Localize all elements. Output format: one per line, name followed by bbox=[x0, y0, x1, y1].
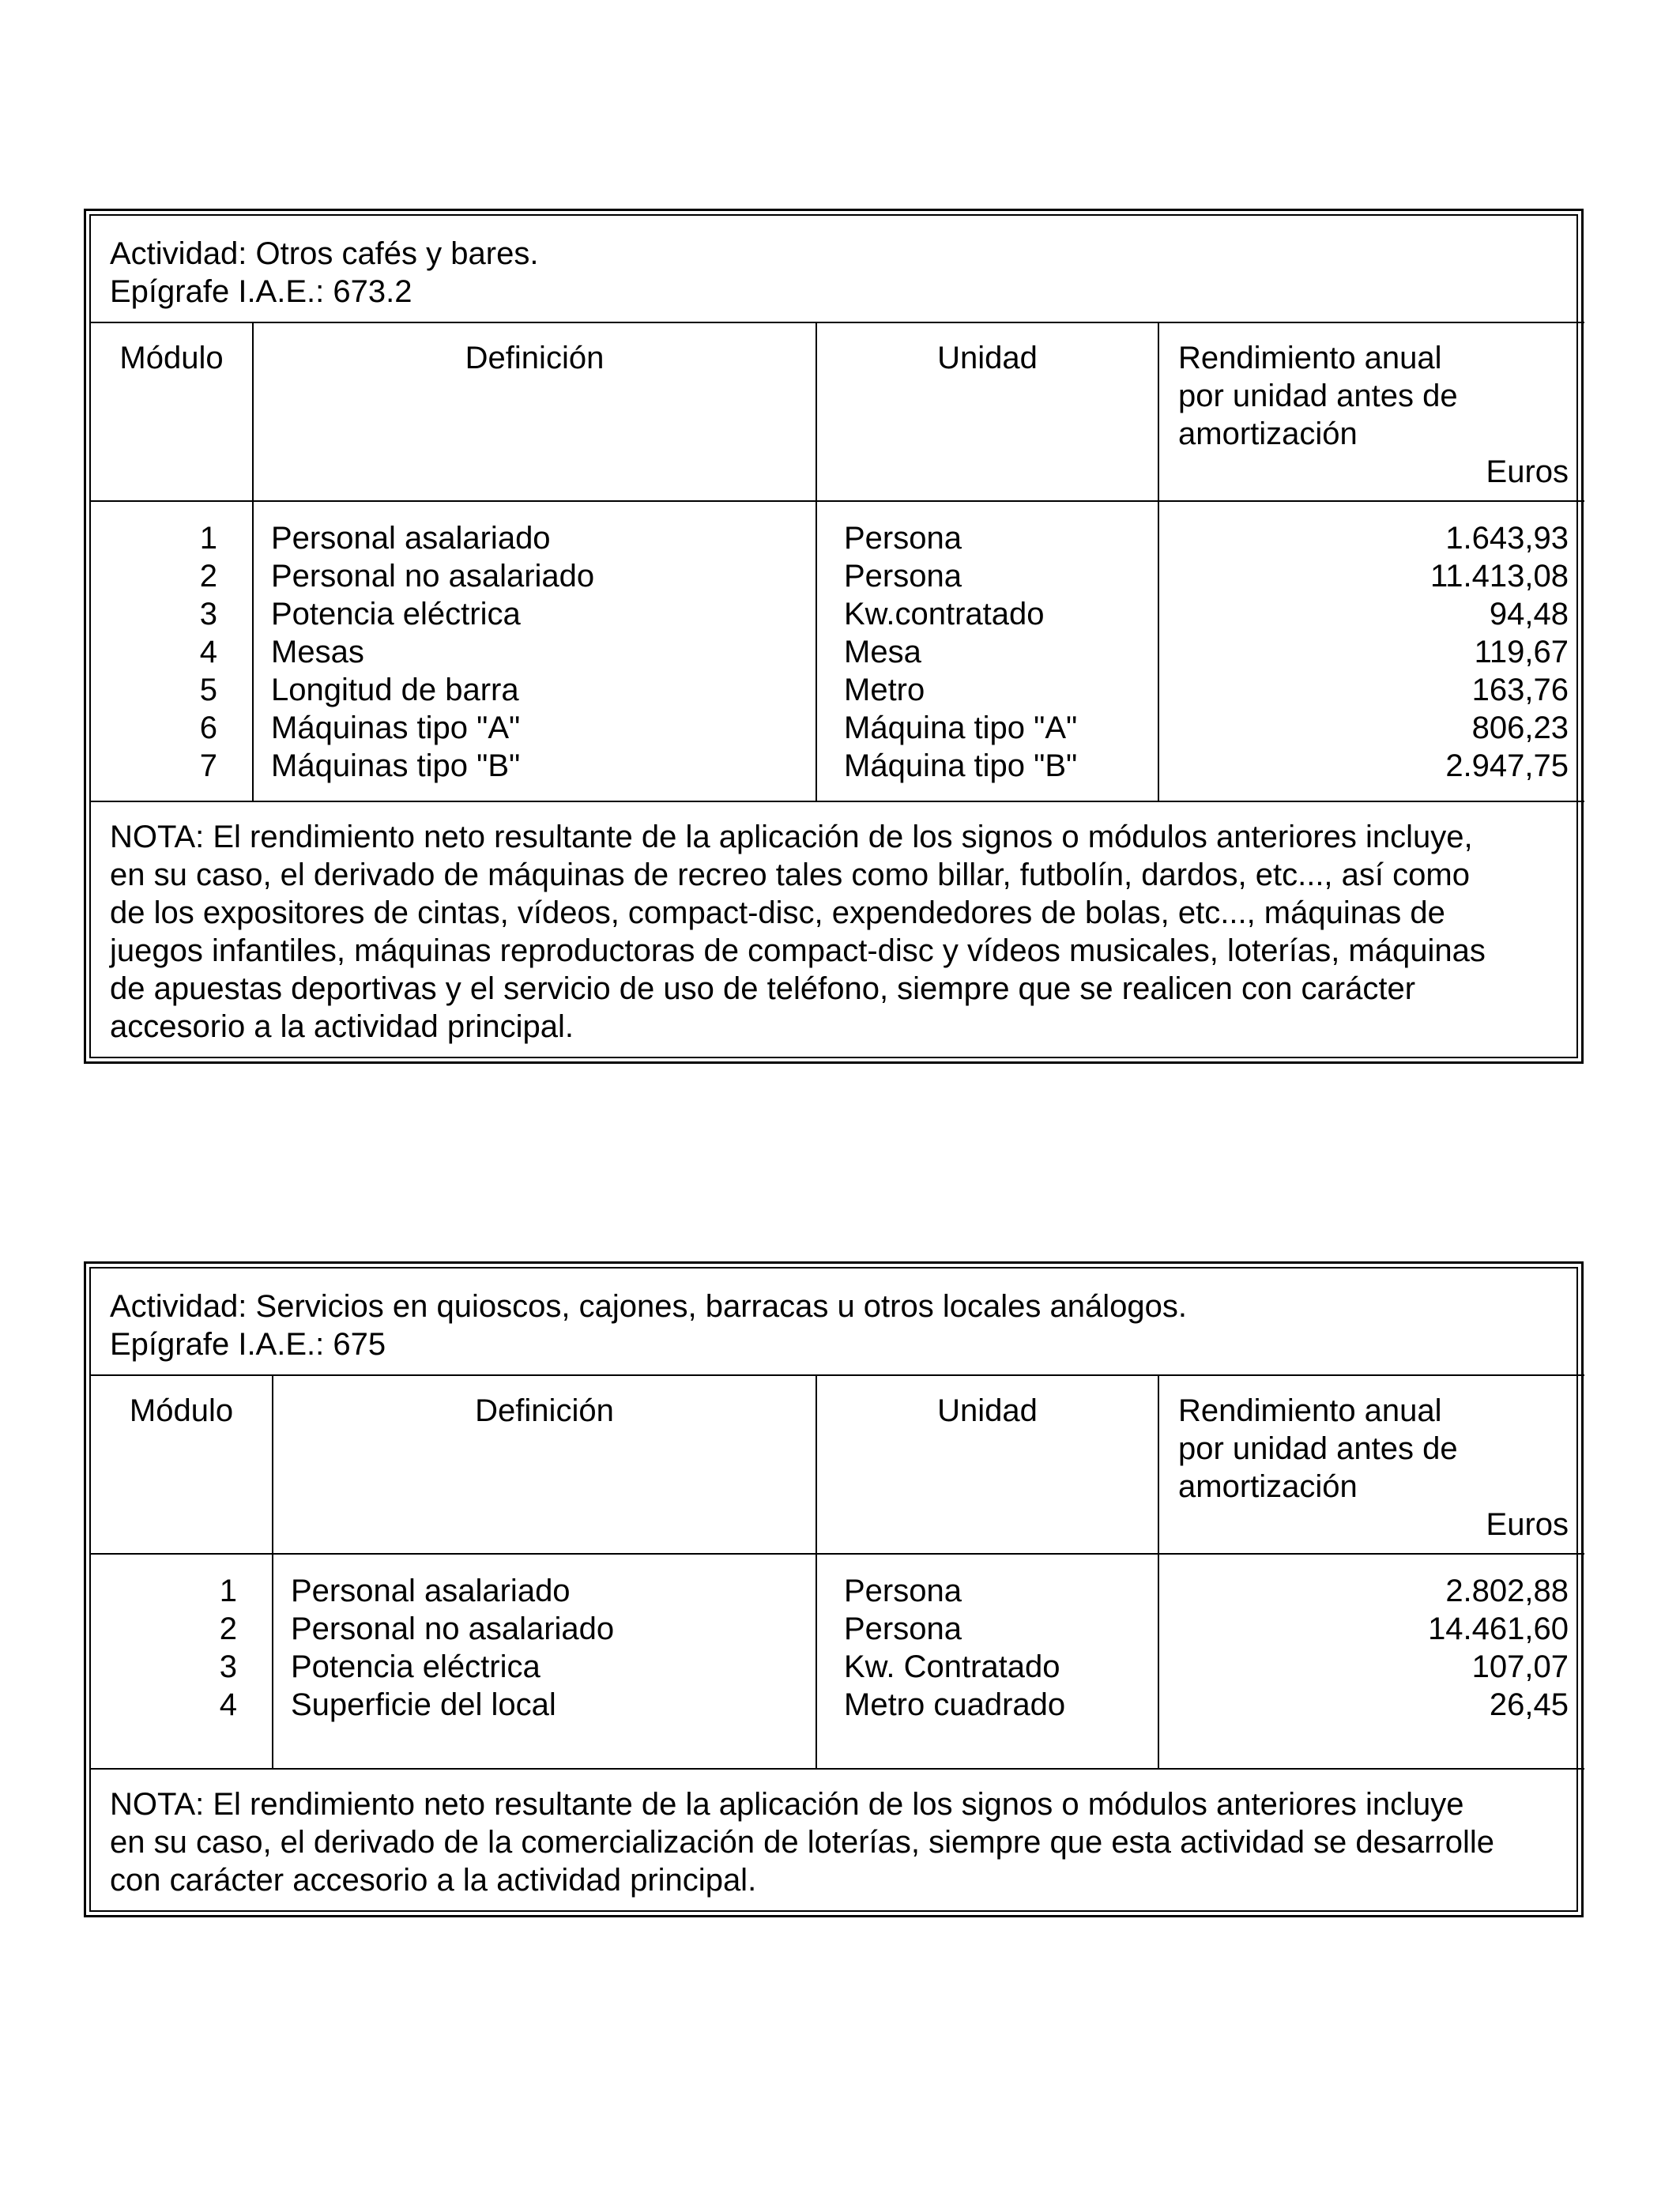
unidad-column bbox=[816, 501, 1158, 801]
table-inner-frame bbox=[89, 1267, 1578, 1912]
activity-title: Actividad: Otros cafés y bares. bbox=[110, 236, 539, 271]
definicion-cell: Mesas bbox=[271, 635, 364, 669]
activity-title: Actividad: Servicios en quioscos, cajones, barracas u otros locales análogos. bbox=[110, 1289, 1187, 1324]
nota-line: NOTA: El rendimiento neto resultante de la aplicación de los signos o módulos anteriores incluye, bbox=[110, 820, 1473, 854]
epigrafe-label: Epígrafe I.A.E.: 675 bbox=[110, 1327, 386, 1362]
valor-cell: 2.802,88 bbox=[1445, 1574, 1569, 1608]
unidad-cell: Máquina tipo "A" bbox=[844, 711, 1078, 745]
column-header-rendimiento bbox=[1158, 322, 1584, 501]
modulo-cell: 3 bbox=[219, 1649, 237, 1684]
activity-header bbox=[91, 216, 1584, 322]
modulo-cell: 5 bbox=[199, 673, 217, 707]
rendimiento-line: por unidad antes de bbox=[1178, 379, 1458, 413]
modules-table bbox=[91, 1269, 1584, 1910]
definicion-cell: Potencia eléctrica bbox=[271, 597, 521, 631]
modulo-cell: 1 bbox=[219, 1574, 237, 1608]
rendimiento-line: por unidad antes de bbox=[1178, 1431, 1458, 1466]
modulo-column bbox=[91, 1554, 273, 1769]
definicion-cell: Potencia eléctrica bbox=[291, 1649, 541, 1684]
valor-cell: 94,48 bbox=[1489, 597, 1569, 631]
definicion-cell: Personal asalariado bbox=[291, 1574, 571, 1608]
modulo-column bbox=[91, 501, 253, 801]
valor-column bbox=[1158, 1554, 1584, 1769]
definicion-cell: Personal no asalariado bbox=[291, 1612, 615, 1646]
epigrafe-label: Epígrafe I.A.E.: 673.2 bbox=[110, 274, 412, 309]
unidad-cell: Kw. Contratado bbox=[844, 1649, 1060, 1684]
unidad-cell: Metro bbox=[844, 673, 925, 707]
modulo-cell: 6 bbox=[199, 711, 217, 745]
valor-cell: 163,76 bbox=[1471, 673, 1569, 707]
unidad-cell: Mesa bbox=[844, 635, 921, 669]
valor-cell: 14.461,60 bbox=[1428, 1612, 1569, 1646]
valor-cell: 806,23 bbox=[1471, 711, 1569, 745]
nota-line: en su caso, el derivado de la comercialización de loterías, siempre que esta actividad se desarrolle bbox=[110, 1825, 1495, 1860]
modulo-cell: 3 bbox=[199, 597, 217, 631]
nota-line: juegos infantiles, máquinas reproductoras de compact-disc y vídeos musicales, loterías, máquinas bbox=[110, 933, 1486, 968]
table-quioscos bbox=[84, 1261, 1584, 1917]
column-header-unidad: Unidad bbox=[816, 322, 1158, 501]
rendimiento-line: amortización bbox=[1178, 417, 1358, 451]
table-body-rows bbox=[91, 501, 1584, 801]
table-cafes-bares bbox=[84, 209, 1584, 1064]
rendimiento-unit: Euros bbox=[1486, 454, 1569, 489]
column-header-definicion: Definición bbox=[253, 322, 816, 501]
nota-line: NOTA: El rendimiento neto resultante de la aplicación de los signos o módulos anteriores incluye bbox=[110, 1787, 1464, 1822]
nota-line: con carácter accesorio a la actividad principal. bbox=[110, 1863, 757, 1898]
valor-cell: 11.413,08 bbox=[1430, 559, 1569, 594]
column-header-modulo: Módulo bbox=[91, 322, 253, 501]
unidad-cell: Persona bbox=[844, 1574, 962, 1608]
modules-table bbox=[91, 216, 1584, 1057]
modulo-cell: 4 bbox=[219, 1687, 237, 1722]
unidad-cell: Máquina tipo "B" bbox=[844, 748, 1078, 783]
column-header-unidad: Unidad bbox=[816, 1375, 1158, 1554]
nota-block bbox=[91, 1769, 1584, 1910]
column-header-rendimiento bbox=[1158, 1375, 1584, 1554]
unidad-cell: Persona bbox=[844, 559, 962, 594]
table-inner-frame bbox=[89, 214, 1578, 1058]
modulo-cell: 2 bbox=[219, 1612, 237, 1646]
definicion-column bbox=[273, 1554, 816, 1769]
rendimiento-unit: Euros bbox=[1486, 1507, 1569, 1542]
rendimiento-line: amortización bbox=[1178, 1469, 1358, 1504]
modulo-cell: 4 bbox=[199, 635, 217, 669]
nota-line: accesorio a la actividad principal. bbox=[110, 1009, 574, 1044]
nota-line: en su caso, el derivado de máquinas de recreo tales como billar, futbolín, dardos, etc..., así como bbox=[110, 858, 1470, 892]
rendimiento-line: Rendimiento anual bbox=[1178, 1393, 1442, 1428]
valor-cell: 26,45 bbox=[1489, 1687, 1569, 1722]
definicion-cell: Superficie del local bbox=[291, 1687, 556, 1722]
nota-line: de los expositores de cintas, vídeos, compact-disc, expendedores de bolas, etc..., máquinas de bbox=[110, 895, 1445, 930]
valor-cell: 1.643,93 bbox=[1445, 521, 1569, 556]
valor-cell: 119,67 bbox=[1474, 635, 1569, 669]
nota-line: de apuestas deportivas y el servicio de uso de teléfono, siempre que se realicen con carácter bbox=[110, 971, 1416, 1006]
valor-cell: 107,07 bbox=[1471, 1649, 1569, 1684]
valor-column bbox=[1158, 501, 1584, 801]
unidad-cell: Kw.contratado bbox=[844, 597, 1045, 631]
modulo-cell: 7 bbox=[199, 748, 217, 783]
column-header-definicion: Definición bbox=[273, 1375, 816, 1554]
activity-header bbox=[91, 1269, 1584, 1375]
definicion-cell: Personal no asalariado bbox=[271, 559, 595, 594]
unidad-column bbox=[816, 1554, 1158, 1769]
definicion-cell: Máquinas tipo "A" bbox=[271, 711, 521, 745]
unidad-cell: Persona bbox=[844, 521, 962, 556]
unidad-cell: Persona bbox=[844, 1612, 962, 1646]
modulo-cell: 1 bbox=[199, 521, 217, 556]
unidad-cell: Metro cuadrado bbox=[844, 1687, 1066, 1722]
definicion-cell: Máquinas tipo "B" bbox=[271, 748, 521, 783]
rendimiento-line: Rendimiento anual bbox=[1178, 341, 1442, 375]
valor-cell: 2.947,75 bbox=[1445, 748, 1569, 783]
modulo-cell: 2 bbox=[199, 559, 217, 594]
table-body-rows bbox=[91, 1554, 1584, 1769]
definicion-cell: Longitud de barra bbox=[271, 673, 519, 707]
definicion-column bbox=[253, 501, 816, 801]
nota-block bbox=[91, 801, 1584, 1057]
definicion-cell: Personal asalariado bbox=[271, 521, 551, 556]
column-header-modulo: Módulo bbox=[91, 1375, 273, 1554]
